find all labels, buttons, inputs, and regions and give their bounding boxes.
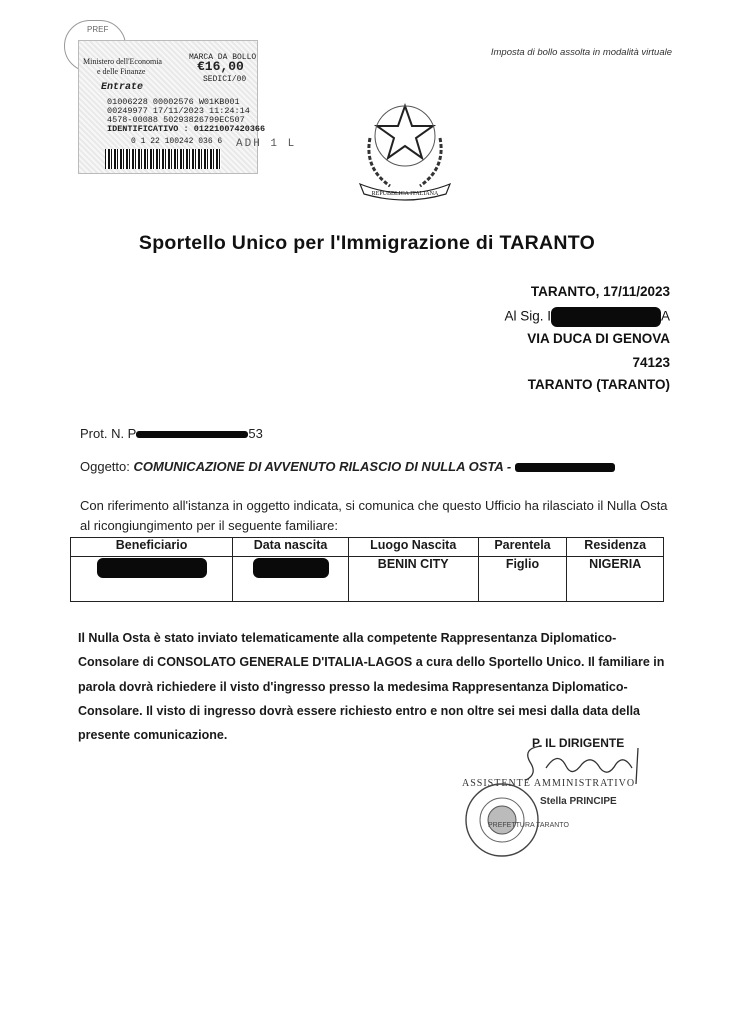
intro-text: Con riferimento all'istanza in oggetto indicata, si comunica che questo Ufficio ha rilasciato il Nulla Osta al ricongiungimento per il seguente familiare: — [80, 498, 668, 533]
redaction-block — [136, 431, 248, 438]
recipient-cap: 74123 — [632, 355, 670, 370]
recipient-name — [504, 307, 670, 327]
stamp-sedici: SEDICI/00 — [203, 75, 247, 84]
column-header: Data nascita — [233, 538, 349, 557]
stamp-marca-label: MARCA DA BOLLO — [189, 53, 257, 62]
column-header: Residenza — [567, 538, 664, 557]
redaction-block — [515, 463, 615, 472]
column-header: Beneficiario — [71, 538, 233, 557]
protocol-line — [80, 426, 263, 441]
stamp-barcode-number: 0 1 22 100242 036 6 — [131, 137, 223, 146]
subject-line — [80, 459, 615, 474]
stamp-ministero: Ministero dell'Economia — [83, 57, 162, 66]
subject-label: Oggetto: — [80, 459, 130, 474]
stamp-finanze: e delle Finanze — [97, 67, 146, 76]
beneficiary-table — [70, 537, 664, 602]
recipient-name-end: A — [660, 308, 670, 324]
recipient-salutation: Al Sig. I — [504, 308, 551, 324]
recipient-city: TARANTO (TARANTO) — [527, 377, 670, 392]
office-title: Sportello Unico per l'Immigrazione di TARANTO — [138, 232, 596, 254]
column-header: Parentela — [478, 538, 567, 557]
beneficiary-cell — [71, 557, 233, 602]
relationship-cell: Figlio — [478, 557, 567, 602]
bollo-note: Imposta di bollo assolta in modalità virtuale — [490, 47, 672, 58]
signature-name: Stella PRINCIPE — [540, 796, 617, 807]
table-row — [71, 557, 664, 602]
handwritten-mark: ADH 1 L — [236, 138, 297, 150]
birthplace-cell: BENIN CITY — [348, 557, 478, 602]
signature-role: P. IL DIRIGENTE — [532, 736, 625, 750]
protocol-label: Prot. N. P — [80, 426, 137, 441]
letter-date: TARANTO, 17/11/2023 — [530, 284, 670, 299]
residence-cell: NIGERIA — [567, 557, 664, 602]
redaction-block — [551, 307, 661, 327]
signature-assistant: ASSISTENTE AMMINISTRATIVO — [462, 778, 636, 789]
italian-republic-emblem — [350, 98, 460, 202]
stamp-code-row: 4578-00088 50293826799EC507 — [107, 115, 245, 125]
redaction-block — [253, 558, 329, 578]
birthdate-cell — [233, 557, 349, 602]
marca-da-bollo-stamp — [78, 40, 266, 174]
stamp-code-row: 01006228 00002576 W01KB001 — [107, 97, 240, 107]
stamp-entrate: Entrate — [101, 82, 144, 93]
subject-text: COMUNICAZIONE DI AVVENUTO RILASCIO DI NULLA OSTA - — [133, 459, 512, 474]
emblem-ribbon-text: REPUBBLICA ITALIANA — [371, 191, 439, 197]
seal-text: PREFETTURA TARANTO — [488, 822, 569, 829]
prefettura-corner-label: PREF — [87, 25, 109, 34]
protocol-suffix: 53 — [248, 426, 263, 441]
body-paragraph: Il Nulla Osta è stato inviato telematicamente alla competente Rappresentanza Diplomatico-Consolare di CONSOLATO GENERALE D'ITALIA-LAGOS a cura dello Sportello Unico. Il familiare in parola dovrà richiedere il visto d'ingresso presso la medesima Rappresentanza Diplomatico-Consolare. Il visto di ingresso dovrà essere richiesto entro e non oltre sei mesi dalla data della presente comunicazione. — [78, 631, 665, 743]
stamp-code-row: 00249977 17/11/2023 11:24:14 — [107, 106, 250, 116]
barcode — [105, 149, 221, 169]
recipient-street: VIA DUCA DI GENOVA — [527, 331, 670, 346]
stamp-identificativo: IDENTIFICATIVO : 01221007420366 — [107, 124, 266, 134]
stamp-value: €16,00 — [197, 59, 244, 74]
column-header: Luogo Nascita — [348, 538, 478, 557]
prefettura-seal — [462, 780, 542, 860]
redaction-block — [97, 558, 207, 578]
signature-block — [462, 728, 672, 858]
table-header-row — [71, 538, 664, 557]
